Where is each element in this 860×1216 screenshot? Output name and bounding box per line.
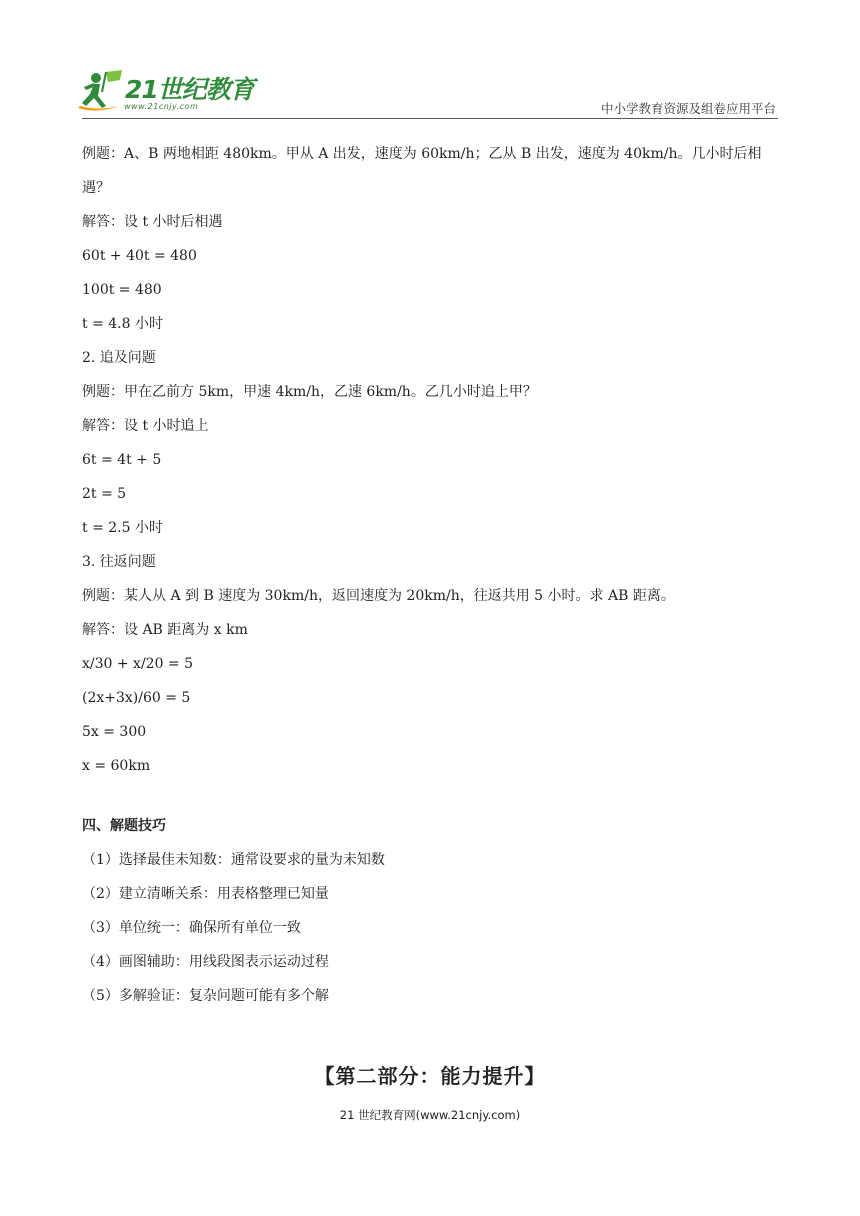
text-line: 例题：甲在乙前方 5km，甲速 4km/h，乙速 6km/h。乙几小时追上甲？ bbox=[82, 384, 537, 400]
equation-line: t = 4.8 小时 bbox=[82, 316, 163, 332]
page-footer: 21 世纪教育网(www.21cnjy.com) bbox=[339, 1108, 521, 1122]
equation-line: 100t = 480 bbox=[82, 282, 162, 298]
text-line: 解答：设 AB 距离为 x km bbox=[82, 622, 248, 638]
equation-line: x = 60km bbox=[82, 758, 151, 774]
logo-text: 21世纪教育 bbox=[125, 75, 254, 104]
equation-line: 5x = 300 bbox=[82, 724, 147, 740]
equation-line: x/30 + x/20 = 5 bbox=[82, 656, 194, 672]
runner-logo-icon bbox=[76, 68, 126, 114]
text-line: 例题：A、B 两地相距 480km。甲从 A 出发，速度为 60km/h；乙从 B 出发，速度为 40km/h。几小时后相遇？ bbox=[82, 146, 762, 196]
page-header bbox=[0, 0, 860, 120]
site-logo bbox=[76, 68, 256, 114]
text-line: 例题：某人从 A 到 B 速度为 30km/h，返回速度为 20km/h，往返共用 5 小时。求 AB 距离。 bbox=[82, 588, 675, 604]
equation-line: 60t + 40t = 480 bbox=[82, 248, 197, 264]
subsection-title: 3. 往返问题 bbox=[82, 554, 156, 570]
text-line: 解答：设 t 小时后相遇 bbox=[82, 214, 223, 230]
equation-line: (2x+3x)/60 = 5 bbox=[82, 690, 191, 706]
tip-item: （5）多解验证：复杂问题可能有多个解 bbox=[82, 988, 329, 1004]
document-body bbox=[82, 144, 782, 1020]
equation-line: 2t = 5 bbox=[82, 486, 127, 502]
section-heading: 四、解题技巧 bbox=[82, 818, 166, 834]
text-line: 解答：设 t 小时追上 bbox=[82, 418, 209, 434]
tip-item: （1）选择最佳未知数：通常设要求的量为未知数 bbox=[82, 852, 385, 868]
subsection-title: 2. 追及问题 bbox=[82, 350, 156, 366]
tip-item: （2）建立清晰关系：用表格整理已知量 bbox=[82, 886, 329, 902]
equation-line: t = 2.5 小时 bbox=[82, 520, 163, 536]
tip-item: （4）画图辅助：用线段图表示运动过程 bbox=[82, 954, 329, 970]
logo-url: www.21cnjy.com bbox=[124, 102, 199, 111]
tip-item: （3）单位统一：确保所有单位一致 bbox=[82, 920, 301, 936]
equation-line: 6t = 4t + 5 bbox=[82, 452, 162, 468]
header-divider bbox=[82, 118, 778, 119]
platform-label: 中小学教育资源及组卷应用平台 bbox=[600, 101, 776, 116]
part-title: 【第二部分：能力提升】 bbox=[314, 1064, 546, 1088]
